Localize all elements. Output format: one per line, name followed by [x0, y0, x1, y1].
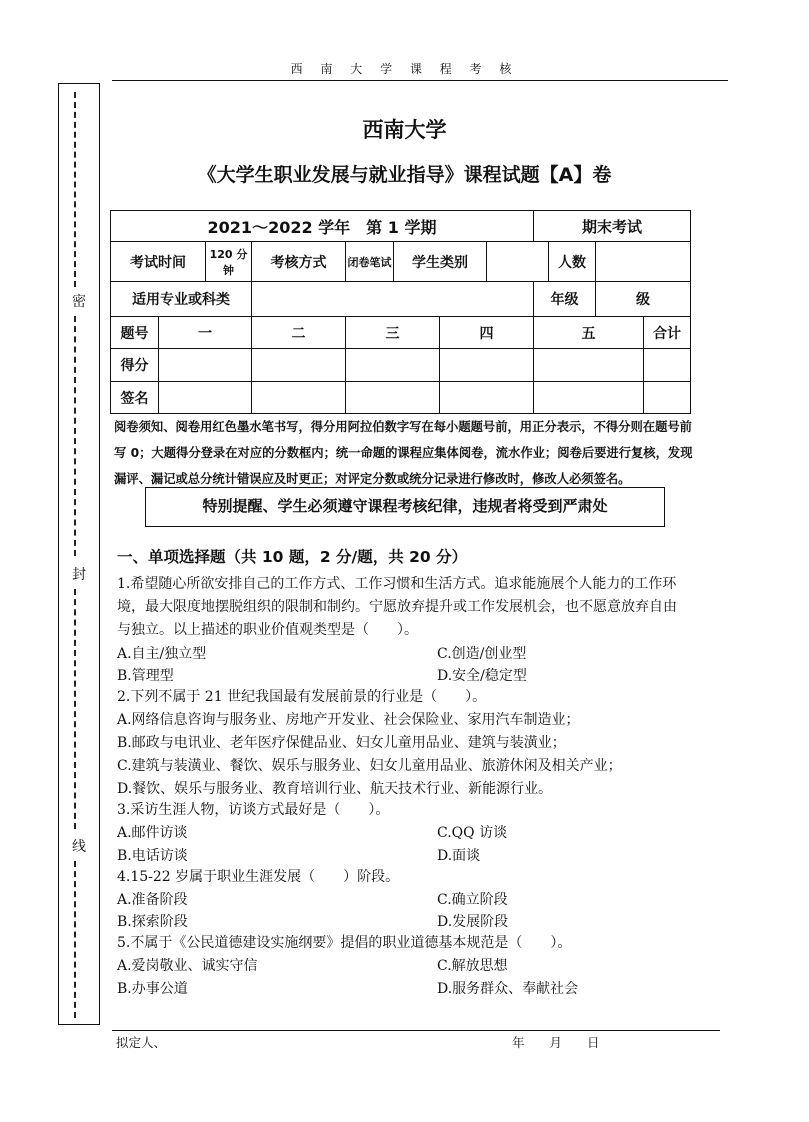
- question-text: 2.下列不属于 21 世纪我国最有发展前景的行业是（ ）。: [117, 689, 487, 705]
- binding-dash-line: [74, 589, 76, 829]
- question-no-label: 题号: [111, 317, 159, 349]
- option-b: B.电话访谈: [117, 848, 188, 864]
- major-value: [252, 282, 534, 317]
- score-cell: [159, 349, 252, 382]
- option-a: A.准备阶段: [117, 892, 188, 908]
- total-label: 合计: [644, 317, 691, 349]
- binding-dash-line: [74, 316, 76, 556]
- class-label: 级: [596, 282, 691, 317]
- sign-cell: [252, 382, 346, 414]
- option-b: B.管理型: [117, 668, 174, 684]
- option-a: A.自主/独立型: [117, 646, 207, 662]
- question-4: [117, 866, 729, 889]
- method-value: 闭卷笔试: [346, 242, 394, 282]
- notice-line: 阅卷须知、阅卷用红色墨水笔书写，得分用阿拉伯数字写在每小题题号前，用正分表示，不得分则在题号前: [114, 420, 692, 434]
- student-type-label: 学生类别: [394, 242, 487, 282]
- option-b: B.探索阶段: [117, 914, 188, 930]
- headcount-label: 人数: [549, 242, 596, 282]
- question-no-2: 二: [252, 317, 346, 349]
- option-d: D.面谈: [437, 848, 481, 864]
- score-label: 得分: [111, 349, 159, 382]
- question-5: [117, 932, 729, 955]
- grade-label: 年级: [534, 282, 596, 317]
- question-2: [117, 686, 729, 801]
- headcount-value: [596, 242, 691, 282]
- exam-type-cell: 期末考试: [534, 211, 691, 242]
- sign-cell: [159, 382, 252, 414]
- exam-info-table: [110, 210, 691, 414]
- term-cell: 2021～2022 学年 第 1 学期: [111, 211, 534, 242]
- question-no-1: 一: [159, 317, 252, 349]
- sign-cell: [534, 382, 644, 414]
- question-3: [117, 799, 729, 822]
- method-label: 考核方式: [252, 242, 346, 282]
- option-c: C.QQ 访谈: [437, 825, 508, 841]
- option-d: D.发展阶段: [437, 914, 509, 930]
- seal-char-mi: 密: [59, 287, 99, 315]
- option-b: B.邮政与电讯业、老年医疗保健品业、妇女儿童用品业、建筑与装潢业；: [117, 735, 566, 751]
- question-text: 5.不属于《公民道德建设实施纲要》提倡的职业道德基本规范是（ ）。: [117, 935, 572, 951]
- option-c: C.创造/创业型: [437, 646, 527, 662]
- drafter-label: 拟定人、: [116, 1035, 167, 1050]
- question-text: 3.采访生涯人物，访谈方式最好是（ ）。: [117, 802, 390, 818]
- date-label: 年 月 日: [512, 1035, 600, 1050]
- option-b: B.办事公道: [117, 981, 188, 997]
- university-title: 西南大学: [362, 118, 447, 142]
- running-header: 西 南 大 学 课 程 考 核: [290, 62, 519, 76]
- sign-cell: [440, 382, 534, 414]
- binding-dash-line: [74, 861, 76, 1018]
- score-total-cell: [644, 349, 691, 382]
- option-d: D.安全/稳定型: [437, 668, 527, 684]
- option-d: D.服务群众、奉献社会: [437, 981, 579, 997]
- option-a: A.邮件访谈: [117, 825, 188, 841]
- question-no-4: 四: [440, 317, 534, 349]
- option-c: C.建筑与装潢业、餐饮、娱乐与服务业、妇女儿童用品业、旅游休闲及相关产业；: [117, 758, 622, 774]
- seal-char-feng: 封: [59, 560, 99, 588]
- question-no-3: 三: [346, 317, 440, 349]
- score-cell: [534, 349, 644, 382]
- binding-margin: [58, 83, 100, 1025]
- option-a: A.爱岗敬业、诚实守信: [117, 958, 258, 974]
- score-cell: [252, 349, 346, 382]
- grading-notice: [114, 414, 728, 492]
- duration-value: 120 分钟: [206, 242, 252, 282]
- section-title: 一、单项选择题（共 10 题，2 分/题，共 20 分）: [117, 548, 468, 566]
- student-type-value: [487, 242, 549, 282]
- question-text: 4.15-22 岁属于职业生涯发展（ ）阶段。: [117, 869, 400, 885]
- question-text: 与独立。以上描述的职业价值观类型是（ ）。: [117, 622, 418, 638]
- sign-cell: [346, 382, 440, 414]
- score-cell: [346, 349, 440, 382]
- option-c: C.解放思想: [437, 958, 508, 974]
- question-text: 境，最大限度地摆脱组织的限制和制约。宁愿放弃提升或工作发展机会，也不愿意放弃自由: [117, 599, 677, 615]
- course-title: 《大学生职业发展与就业指导》课程试题【A】卷: [197, 164, 612, 186]
- notice-line: 漏评、漏记或总分统计错误应及时更正；对评定分数或统分记录进行修改时，修改人必须签名。: [114, 472, 631, 486]
- question-text: 1.希望随心所欲安排自己的工作方式、工作习惯和生活方式。追求能施展个人能力的工作环: [117, 576, 677, 592]
- score-cell: [440, 349, 534, 382]
- sign-label: 签名: [111, 382, 159, 414]
- option-a: A.网络信息咨询与服务业、房地产开发业、社会保险业、家用汽车制造业；: [117, 712, 580, 728]
- option-c: C.确立阶段: [437, 892, 508, 908]
- notice-line: 写 0；大题得分登录在对应的分数框内；统一命题的课程应集体阅卷，流水作业；阅卷后要进行复核，发现: [114, 446, 693, 460]
- major-label: 适用专业或科类: [111, 282, 252, 317]
- sign-total-cell: [644, 382, 691, 414]
- question-1: [117, 573, 729, 642]
- duration-label: 考试时间: [111, 242, 206, 282]
- discipline-warning: 特别提醒、学生必须遵守课程考核纪律，违规者将受到严肃处: [145, 487, 665, 527]
- header-divider: [112, 80, 728, 81]
- seal-char-xian: 线: [59, 832, 99, 860]
- footer-divider: [112, 1030, 720, 1031]
- question-no-5: 五: [534, 317, 644, 349]
- option-d: D.餐饮、娱乐与服务业、教育培训行业、航天技术行业、新能源行业。: [117, 781, 553, 797]
